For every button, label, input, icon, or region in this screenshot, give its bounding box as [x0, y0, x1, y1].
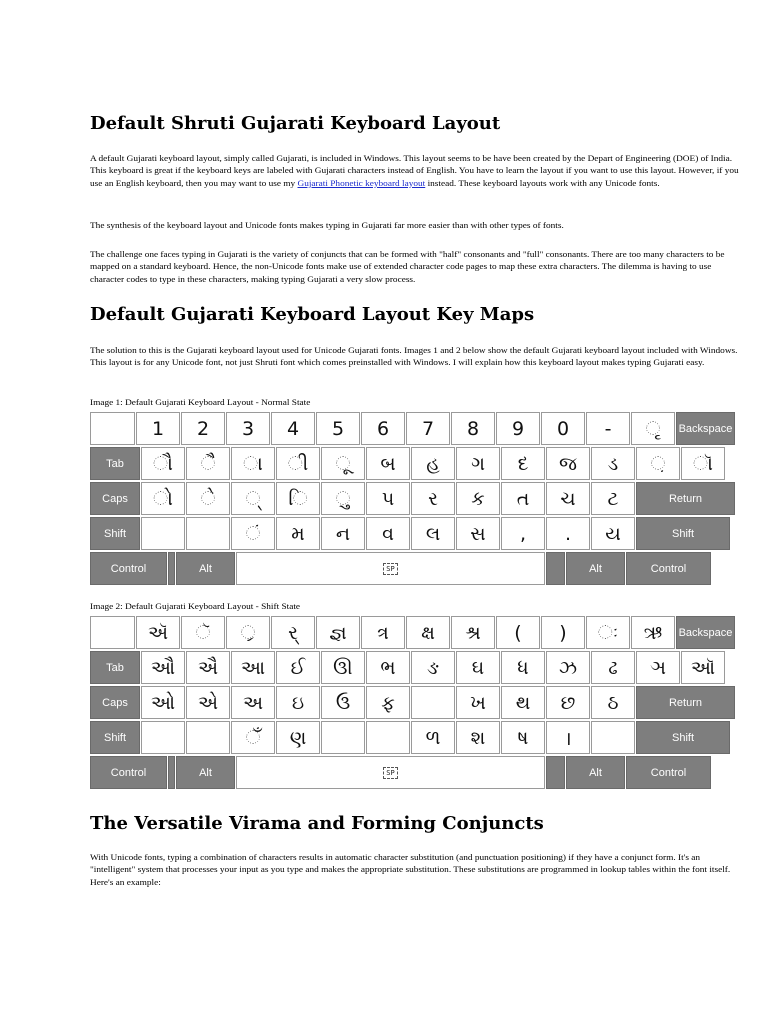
key-r0-c8: 8 [451, 412, 495, 445]
blank-key [546, 552, 565, 585]
key-r0-c12: ઋ [631, 616, 675, 649]
key-r3-c10: । [546, 721, 590, 754]
intro-paragraph [90, 153, 740, 190]
key-r2-c3: અ [231, 686, 275, 719]
alt-key: Alt [566, 552, 625, 585]
solution-paragraph: The solution to this is the Gujarati keyboard layout used for Unicode Gujarati fonts. Images 1 and 2 below show the default Gujarati keyboard layout included with Windows. This layout is for any Unicode font, not just Shruti font which comes preinstalled with Windows. I will explain how this keyboard layout makes typing Gujarati easy. [90, 346, 738, 368]
blank-key [90, 412, 135, 445]
synthesis-paragraph: The synthesis of the keyboard layout and Unicode fonts makes typing in Gujarati far more easier than with other types of fonts. [90, 221, 564, 230]
page-title: Default Shruti Gujarati Keyboard Layout [90, 113, 501, 134]
shift-key: Shift [636, 721, 730, 754]
blank-key [141, 517, 185, 550]
alt-key: Alt [176, 756, 235, 789]
key-r2-c4: ઇ [276, 686, 320, 719]
key-r3-c9: , [501, 517, 545, 550]
key-r1-c13: ઑ [681, 651, 725, 684]
backspace-key: Backspace [676, 616, 735, 649]
key-r1-c8: ગ [456, 447, 500, 480]
key-r1-c1: ઔ [141, 651, 185, 684]
blank-key [591, 721, 635, 754]
key-r2-c3: ્ [231, 482, 275, 515]
key-r1-c10: જ [546, 447, 590, 480]
key-r0-c3: ્ર [226, 616, 270, 649]
blank-key [186, 517, 230, 550]
caps-key: Caps [90, 686, 140, 719]
key-r0-c9: 9 [496, 412, 540, 445]
key-r3-c3: ં [231, 517, 275, 550]
image2-caption: Image 2: Default Gujarati Keyboard Layout - Shift State [90, 602, 301, 611]
key-r3-c4: ણ [276, 721, 320, 754]
key-r2-c5: ઉ [321, 686, 365, 719]
key-r0-c11: - [586, 412, 630, 445]
key-r3-c4: મ [276, 517, 320, 550]
space-label: SP [383, 767, 397, 779]
gujarati-phonetic-link[interactable]: Gujarati Phonetic keyboard layout [297, 178, 426, 188]
alt-key: Alt [566, 756, 625, 789]
key-r1-c11: ડ [591, 447, 635, 480]
key-r0-c10: 0 [541, 412, 585, 445]
key-r3-c3: ઁ [231, 721, 275, 754]
control-key: Control [626, 756, 711, 789]
key-r0-c5: જ્ઞ [316, 616, 360, 649]
keyboard-shift-state [90, 616, 742, 796]
key-r0-c4: ર્ [271, 616, 315, 649]
key-r2-c9: ત [501, 482, 545, 515]
backspace-key: Backspace [676, 412, 735, 445]
blank-key [366, 721, 410, 754]
key-r2-c11: ઠ [591, 686, 635, 719]
space-label: SP [383, 563, 397, 575]
key-r1-c5: ૂ [321, 447, 365, 480]
return-key: Return [636, 482, 735, 515]
key-r2-c11: ટ [591, 482, 635, 515]
key-r0-c1: 1 [136, 412, 180, 445]
blank-key [141, 721, 185, 754]
key-r1-c7: ઙ [411, 651, 455, 684]
challenge-paragraph: The challenge one faces typing in Gujarati is the variety of conjuncts that can be formed with "half" consonants and "full" consonants. There are too many characters to be mapped on a standard keyboard. Hence, the non-Unicode fonts make use of extended character code pages to map these extra characters. The dilemma is having to use character codes to type in these characters, making typing Gujarati a very slow process. [90, 250, 725, 284]
key-r0-c10: ) [541, 616, 585, 649]
key-r2-c2: એ [186, 686, 230, 719]
shift-key: Shift [90, 721, 140, 754]
section-heading-key-maps: Default Gujarati Keyboard Layout Key Maps [90, 304, 535, 325]
key-r0-c4: 4 [271, 412, 315, 445]
key-r2-c5: ુ [321, 482, 365, 515]
key-r0-c8: શ્ર [451, 616, 495, 649]
key-r1-c12: ઼ [636, 447, 680, 480]
key-r1-c2: ૈ [186, 447, 230, 480]
key-r0-c6: ત્ર [361, 616, 405, 649]
key-r1-c9: ધ [501, 651, 545, 684]
key-r3-c8: સ [456, 517, 500, 550]
key-r3-c8: શ [456, 721, 500, 754]
key-r3-c6: વ [366, 517, 410, 550]
shift-key: Shift [636, 517, 730, 550]
key-r2-c10: છ [546, 686, 590, 719]
key-r3-c7: ળ [411, 721, 455, 754]
shift-key: Shift [90, 517, 140, 550]
key-r3-c11: ય [591, 517, 635, 550]
key-r2-c2: ે [186, 482, 230, 515]
intro-text-end: instead. These keyboard layouts work with any Unicode fonts. [425, 178, 660, 188]
key-r1-c4: ઈ [276, 651, 320, 684]
key-r0-c3: 3 [226, 412, 270, 445]
key-r2-c1: ઓ [141, 686, 185, 719]
key-r3-c7: લ [411, 517, 455, 550]
key-r3-c10: . [546, 517, 590, 550]
control-key: Control [626, 552, 711, 585]
blank-key [168, 756, 175, 789]
control-key: Control [90, 756, 167, 789]
key-r2-c8: ક [456, 482, 500, 515]
control-key: Control [90, 552, 167, 585]
key-r0-c12: ૃ [631, 412, 675, 445]
keyboard-normal-state [90, 412, 742, 592]
section-heading-virama: The Versatile Virama and Forming Conjuncts [90, 813, 544, 834]
key-r1-c11: ઢ [591, 651, 635, 684]
space-key [236, 756, 545, 789]
key-r1-c1: ૌ [141, 447, 185, 480]
key-r1-c6: બ [366, 447, 410, 480]
key-r2-c1: ો [141, 482, 185, 515]
key-r1-c2: ઐ [186, 651, 230, 684]
key-r0-c1: ઍ [136, 616, 180, 649]
key-r3-c9: ષ [501, 721, 545, 754]
key-r1-c5: ઊ [321, 651, 365, 684]
key-r1-c12: ઞ [636, 651, 680, 684]
key-r0-c9: ( [496, 616, 540, 649]
key-r1-c10: ઝ [546, 651, 590, 684]
key-r0-c5: 5 [316, 412, 360, 445]
blank-key [90, 616, 135, 649]
key-r0-c7: ક્ષ [406, 616, 450, 649]
key-r2-c4: િ [276, 482, 320, 515]
caps-key: Caps [90, 482, 140, 515]
key-r1-c3: આ [231, 651, 275, 684]
intro-text: A default Gujarati keyboard layout, simply called Gujarati, is included in Windows. This layout seems to be have been created by the Depart of Engineering (DOE) of India. This keyboard is great if the keyboard keys are labeled with Gujarati characters instead of English. You have to learn the layout if you want to use this layout. However, if you use an English keyboard, then you may want to use my [90, 154, 739, 188]
tab-key: Tab [90, 651, 140, 684]
key-r1-c4: ી [276, 447, 320, 480]
return-key: Return [636, 686, 735, 719]
key-r2-c6: ફ [366, 686, 410, 719]
key-r2-c9: થ [501, 686, 545, 719]
blank-key [186, 721, 230, 754]
key-r2-c8: ખ [456, 686, 500, 719]
blank-key [546, 756, 565, 789]
key-r1-c6: ભ [366, 651, 410, 684]
key-r2-c6: પ [366, 482, 410, 515]
blank-key [168, 552, 175, 585]
key-r0-c7: 7 [406, 412, 450, 445]
key-r1-c9: દ [501, 447, 545, 480]
key-r1-c3: ા [231, 447, 275, 480]
key-r2-c10: ચ [546, 482, 590, 515]
blank-key [321, 721, 365, 754]
key-r1-c7: હ [411, 447, 455, 480]
alt-key: Alt [176, 552, 235, 585]
key-r0-c2: 2 [181, 412, 225, 445]
key-r0-c6: 6 [361, 412, 405, 445]
tab-key: Tab [90, 447, 140, 480]
key-r1-c13: ૉ [681, 447, 725, 480]
key-r0-c11: ઃ [586, 616, 630, 649]
image1-caption: Image 1: Default Gujarati Keyboard Layout - Normal State [90, 398, 311, 407]
blank-key [411, 686, 455, 719]
key-r2-c7: ર [411, 482, 455, 515]
key-r1-c8: ઘ [456, 651, 500, 684]
space-key [236, 552, 545, 585]
conjuncts-paragraph: With Unicode fonts, typing a combination of characters results in automatic character substitution (and punctuation positioning) if they have a conjunct form. It's an "intelligent" system that processes your input as you type and makes the appropriate substitution. These substitutions are programmed in lookup tables within the font itself. Here's an example: [90, 853, 731, 887]
key-r0-c2: ૅ [181, 616, 225, 649]
key-r3-c5: ન [321, 517, 365, 550]
